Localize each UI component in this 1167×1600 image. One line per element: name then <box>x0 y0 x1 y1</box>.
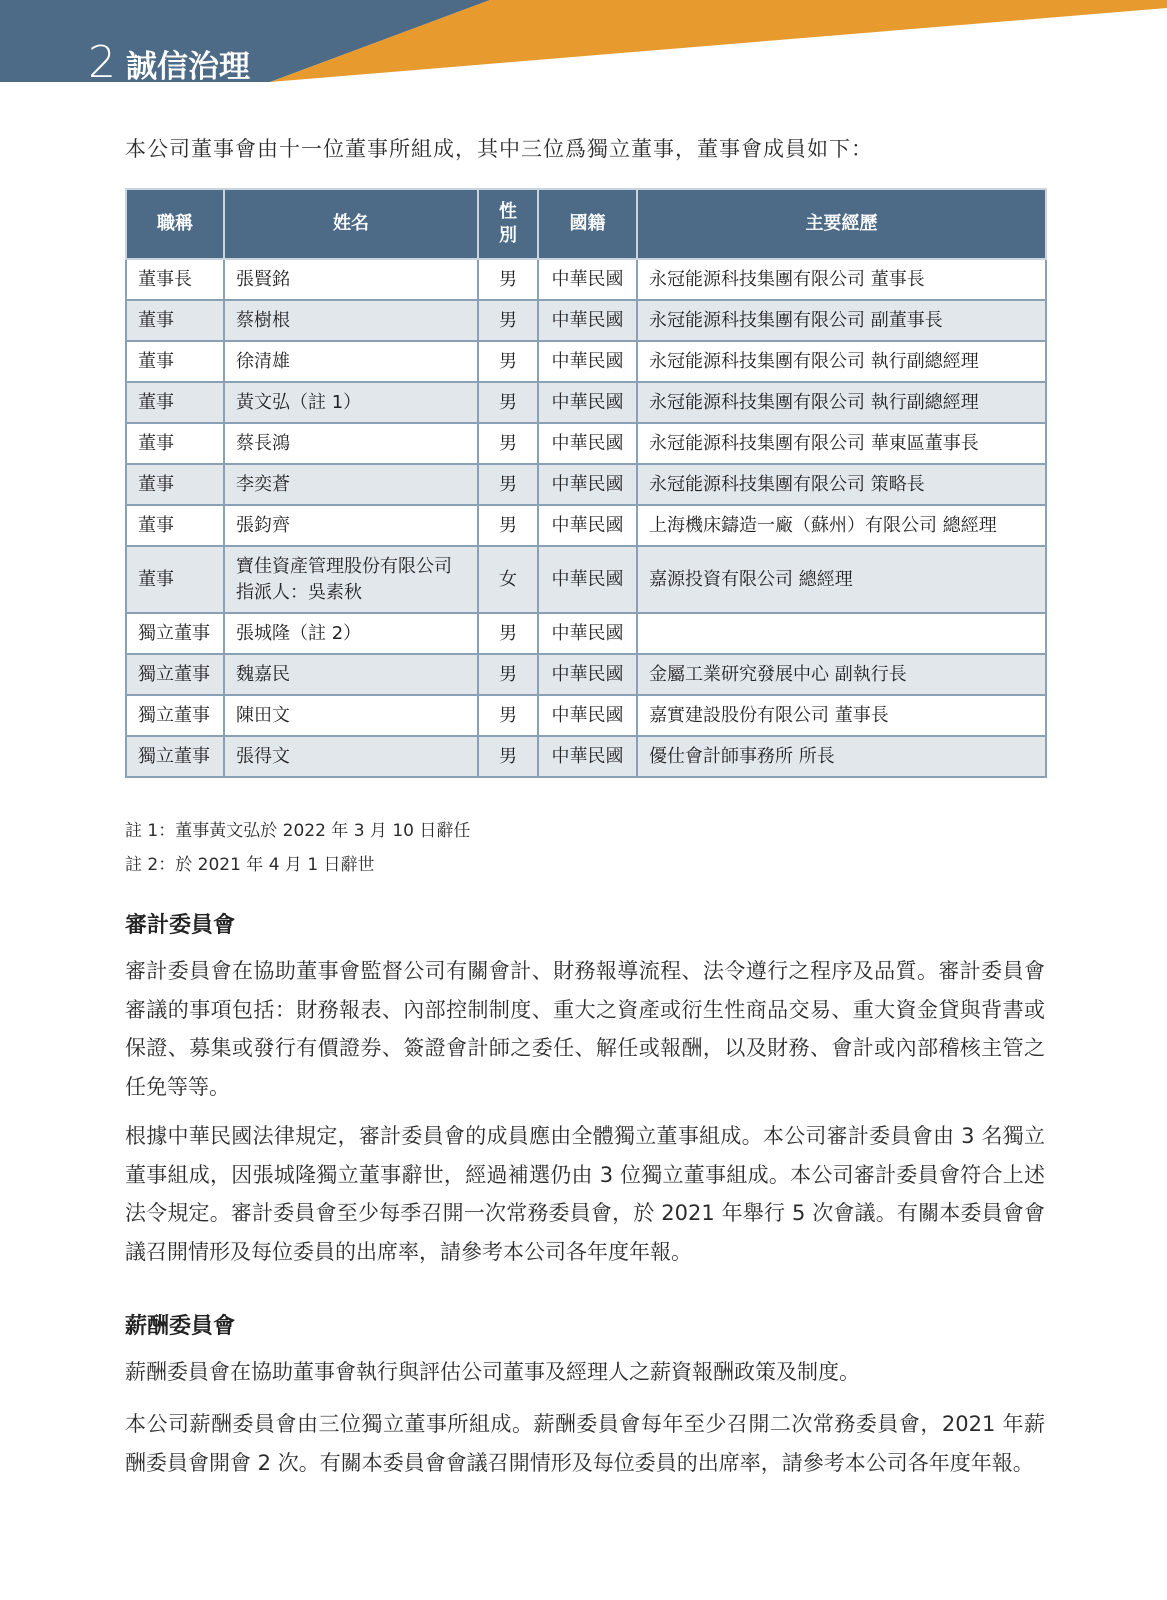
header-name: 姓名 <box>224 189 478 259</box>
cell-title: 董事 <box>126 423 224 464</box>
remuneration-committee-heading: 薪酬委員會 <box>125 1314 236 1339</box>
table-row <box>126 505 1046 546</box>
cell-title: 董事 <box>126 505 224 546</box>
cell-title: 董事 <box>126 341 224 382</box>
header-gender-line2: 別 <box>499 225 517 246</box>
cell-name: 張城隆（註 2） <box>224 613 478 654</box>
intro-text: 本公司董事會由十一位董事所組成，其中三位爲獨立董事，董事會成員如下： <box>125 137 873 161</box>
header-title: 職稱 <box>126 189 224 259</box>
cell-name: 陳田文 <box>224 695 478 736</box>
cell-nationality: 中華民國 <box>538 423 637 464</box>
remuneration-paragraph-1: 薪酬委員會在協助董事會執行與評估公司董事及經理人之薪資報酬政策及制度。 <box>125 1360 860 1384</box>
cell-name: 張賢銘 <box>224 259 478 300</box>
cell-gender: 男 <box>478 736 538 777</box>
cell-gender: 男 <box>478 464 538 505</box>
cell-experience: 嘉實建設股份有限公司 董事長 <box>637 695 1046 736</box>
table-row <box>126 654 1046 695</box>
cell-nationality: 中華民國 <box>538 341 637 382</box>
cell-title: 董事 <box>126 546 224 613</box>
cell-experience: 永冠能源科技集團有限公司 華東區董事長 <box>637 423 1046 464</box>
cell-nationality: 中華民國 <box>538 464 637 505</box>
cell-title: 獨立董事 <box>126 695 224 736</box>
chapter-title: 誠信治理 <box>126 49 250 85</box>
header-nationality: 國籍 <box>538 189 637 259</box>
cell-title: 董事 <box>126 464 224 505</box>
table-row <box>126 695 1046 736</box>
cell-nationality: 中華民國 <box>538 613 637 654</box>
cell-experience: 永冠能源科技集團有限公司 策略長 <box>637 464 1046 505</box>
note-2: 註 2：於 2021 年 4 月 1 日辭世 <box>125 855 375 875</box>
table-row <box>126 382 1046 423</box>
audit-committee-heading: 審計委員會 <box>125 913 236 938</box>
table-row <box>126 613 1046 654</box>
cell-nationality: 中華民國 <box>538 505 637 546</box>
cell-title: 董事 <box>126 300 224 341</box>
audit-paragraph-1: 審計委員會在協助董事會監督公司有關會計、財務報導流程、法令遵行之程序及品質。審計委員會審議的事項包括：財務報表、內部控制制度、重大之資產或衍生性商品交易、重大資金貸與背書或保證、募集或發行有價證券、簽證會計師之委任、解任或報酬，以及財務、會計或內部稽核主管之任免等等。 <box>125 959 1045 1099</box>
table-row <box>126 546 1046 613</box>
cell-experience: 上海機床鑄造一廠（蘇州）有限公司 總經理 <box>637 505 1046 546</box>
cell-gender: 男 <box>478 505 538 546</box>
cell-gender: 男 <box>478 341 538 382</box>
cell-experience: 永冠能源科技集團有限公司 副董事長 <box>637 300 1046 341</box>
cell-nationality: 中華民國 <box>538 382 637 423</box>
cell-nationality: 中華民國 <box>538 259 637 300</box>
chapter-heading <box>88 37 250 88</box>
cell-name <box>224 546 478 613</box>
audit-paragraph-2: 根據中華民國法律規定，審計委員會的成員應由全體獨立董事組成。本公司審計委員會由 3 名獨立董事組成，因張城隆獨立董事辭世，經過補選仍由 3 位獨立董事組成。本公司審計委員會符合上述法令規定。審計委員會至少每季召開一次常務委員會，於 2021 年舉行 5 次會議。有關本委員會會議召開情形及每位委員的出席率，請參考本公司各年度年報。 <box>125 1124 1045 1264</box>
cell-name: 張鈞齊 <box>224 505 478 546</box>
cell-gender: 男 <box>478 654 538 695</box>
cell-name: 徐清雄 <box>224 341 478 382</box>
cell-experience: 永冠能源科技集團有限公司 執行副總經理 <box>637 341 1046 382</box>
header-experience: 主要經歷 <box>637 189 1046 259</box>
cell-nationality: 中華民國 <box>538 300 637 341</box>
cell-name: 蔡長鴻 <box>224 423 478 464</box>
cell-nationality: 中華民國 <box>538 736 637 777</box>
table-row <box>126 341 1046 382</box>
table-row <box>126 300 1046 341</box>
cell-title: 董事長 <box>126 259 224 300</box>
cell-gender: 女 <box>478 546 538 613</box>
header-gender-line1: 性 <box>499 201 517 222</box>
cell-title: 獨立董事 <box>126 613 224 654</box>
cell-gender: 男 <box>478 382 538 423</box>
cell-experience <box>637 613 1046 654</box>
cell-name-delegate: 指派人：吳素秋 <box>236 581 362 603</box>
table-row <box>126 464 1046 505</box>
cell-name: 蔡樹根 <box>224 300 478 341</box>
cell-experience: 金屬工業研究發展中心 副執行長 <box>637 654 1046 695</box>
cell-gender: 男 <box>478 259 538 300</box>
cell-name-company: 寶佳資產管理股份有限公司 <box>236 555 452 577</box>
table-notes <box>125 814 470 882</box>
cell-name: 魏嘉民 <box>224 654 478 695</box>
cell-gender: 男 <box>478 423 538 464</box>
remuneration-paragraph-2: 本公司薪酬委員會由三位獨立董事所組成。薪酬委員會每年至少召開二次常務委員會，2021 年薪酬委員會開會 2 次。有關本委員會會議召開情形及每位委員的出席率，請參考本公司各年度年報。 <box>125 1412 1045 1475</box>
board-members-table <box>125 188 1047 778</box>
cell-experience: 優仕會計師事務所 所長 <box>637 736 1046 777</box>
cell-experience: 永冠能源科技集團有限公司 董事長 <box>637 259 1046 300</box>
table-row <box>126 259 1046 300</box>
table-header-row <box>126 189 1046 259</box>
cell-nationality: 中華民國 <box>538 695 637 736</box>
cell-title: 獨立董事 <box>126 736 224 777</box>
cell-nationality: 中華民國 <box>538 546 637 613</box>
cell-name: 黃文弘（註 1） <box>224 382 478 423</box>
chapter-number: 2 <box>88 37 116 88</box>
cell-name: 張得文 <box>224 736 478 777</box>
cell-gender: 男 <box>478 695 538 736</box>
cell-title: 董事 <box>126 382 224 423</box>
cell-nationality: 中華民國 <box>538 654 637 695</box>
table-row <box>126 423 1046 464</box>
cell-gender: 男 <box>478 300 538 341</box>
cell-experience: 永冠能源科技集團有限公司 執行副總經理 <box>637 382 1046 423</box>
cell-title: 獨立董事 <box>126 654 224 695</box>
table-row <box>126 736 1046 777</box>
header-gender <box>478 189 538 259</box>
cell-gender: 男 <box>478 613 538 654</box>
note-1: 註 1：董事黃文弘於 2022 年 3 月 10 日辭任 <box>125 821 471 841</box>
cell-name: 李奕蒼 <box>224 464 478 505</box>
cell-experience: 嘉源投資有限公司 總經理 <box>637 546 1046 613</box>
